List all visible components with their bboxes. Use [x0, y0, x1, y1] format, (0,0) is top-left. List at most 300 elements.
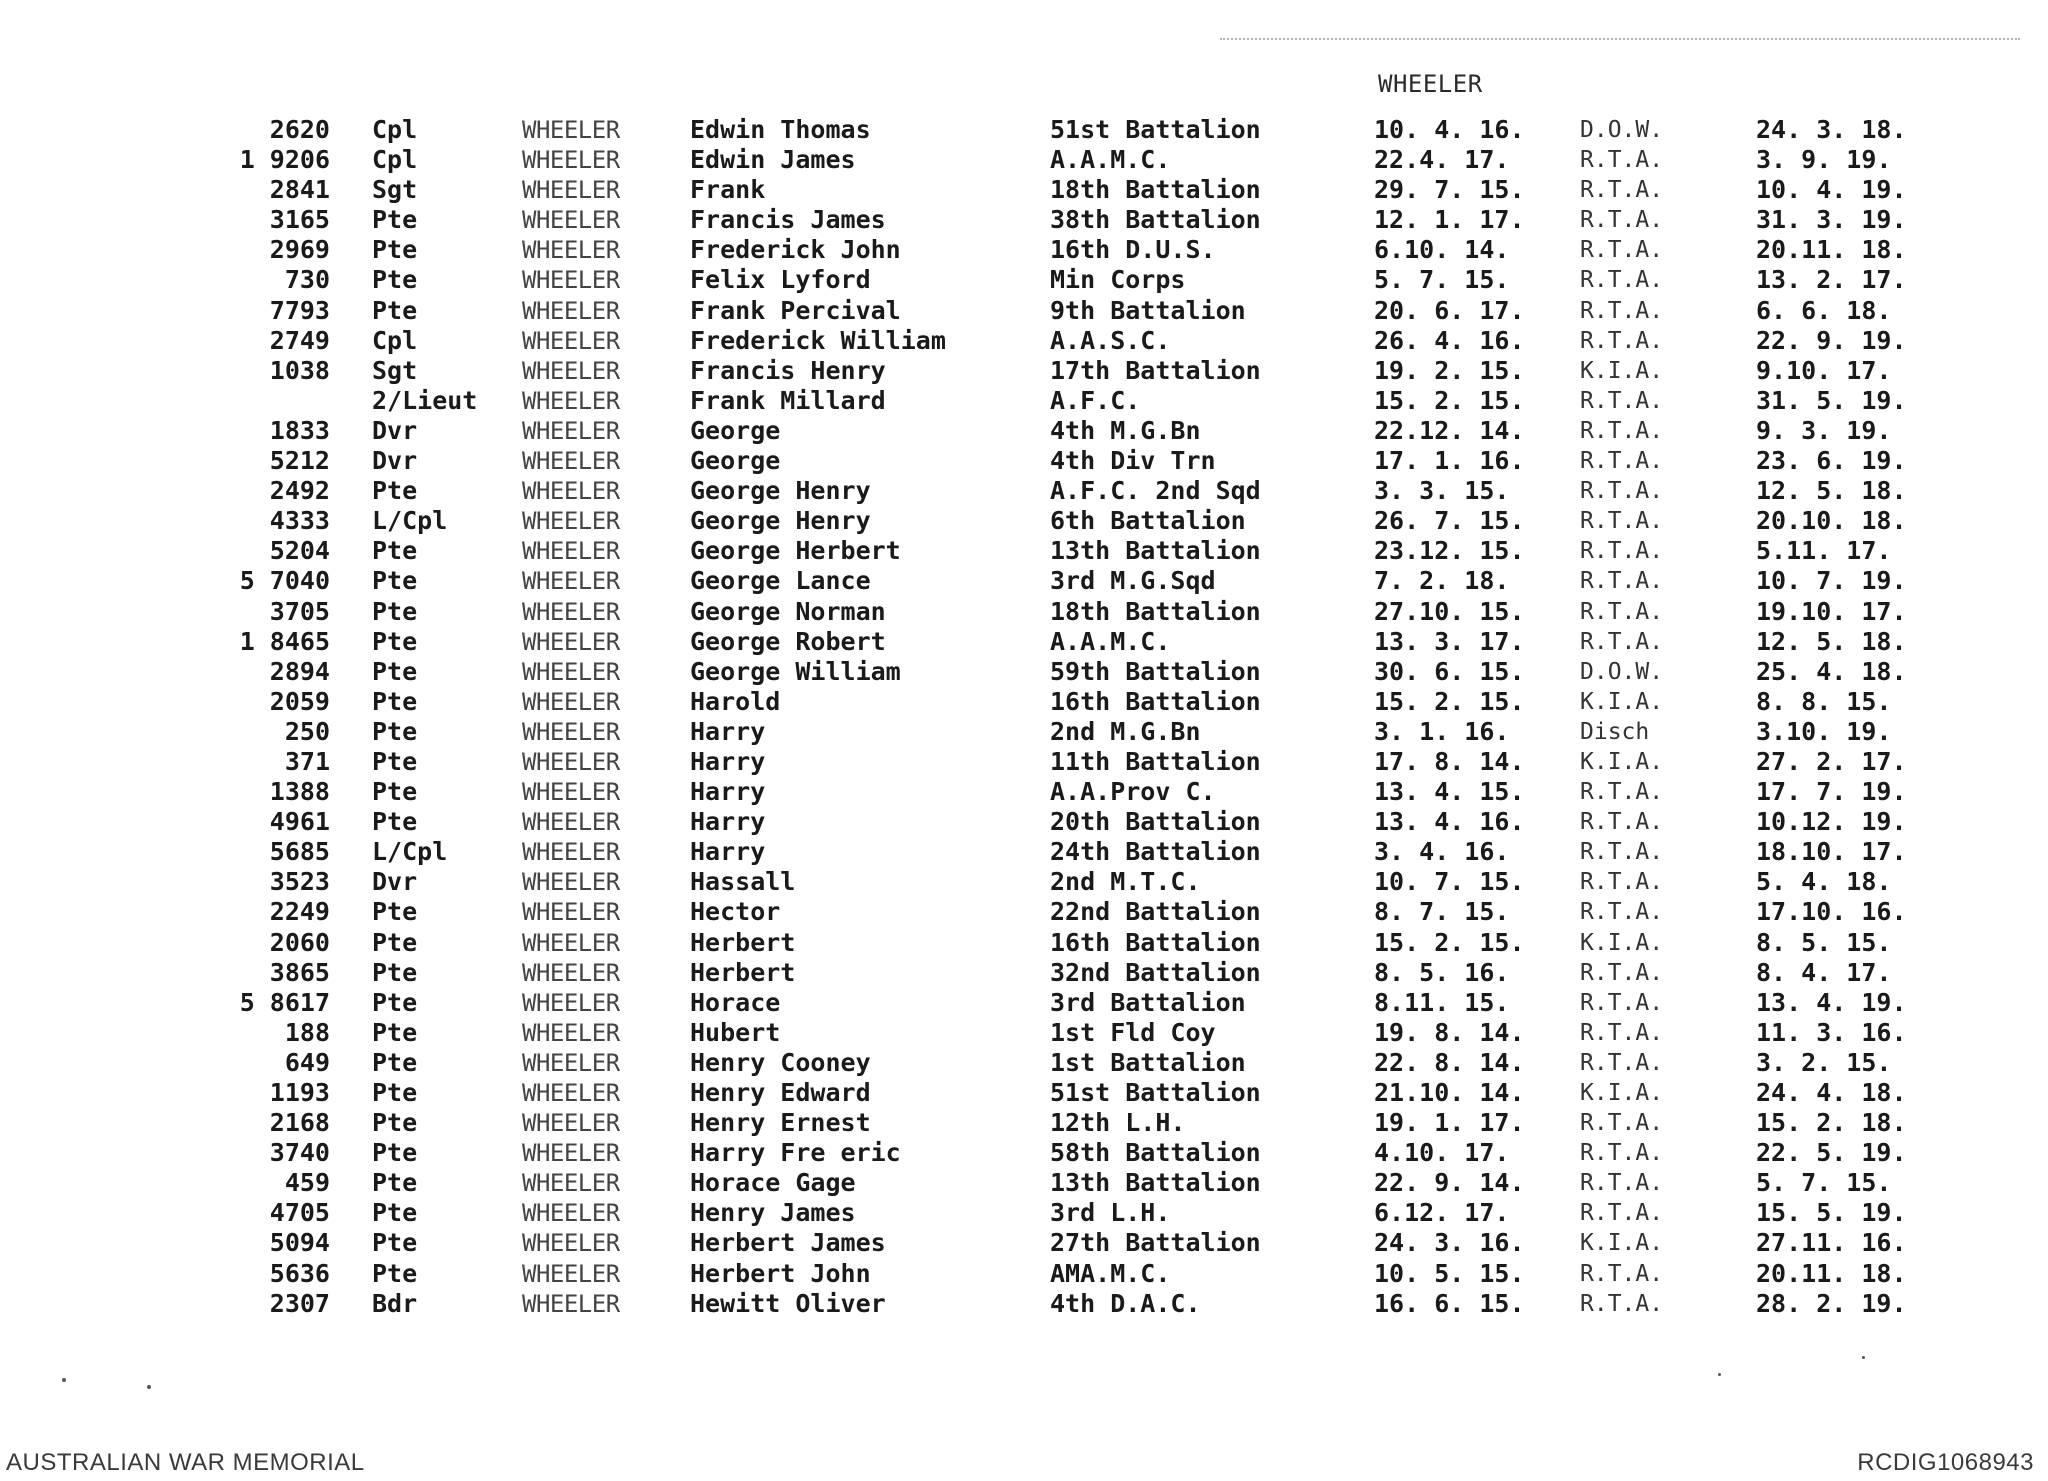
enlistment-date: 15. 2. 15. [1374, 686, 1525, 716]
enlistment-date: 22. 8. 14. [1374, 1047, 1525, 1077]
given-names: Henry Cooney [690, 1047, 871, 1077]
fate: R.T.A. [1580, 1290, 1664, 1317]
service-number: 2969 [269, 235, 330, 265]
service-number: 7793 [269, 295, 330, 325]
unit: 59th Battalion [1050, 656, 1261, 686]
unit: 51st Battalion [1050, 1078, 1261, 1107]
discharge-date: 5. 4. 18. [1756, 867, 1892, 897]
service-number: 1388 [269, 777, 330, 807]
enlistment-date: 19. 1. 17. [1374, 1108, 1525, 1138]
unit: 16th Battalion [1050, 686, 1261, 716]
unit: 4th M.G.Bn [1050, 415, 1201, 445]
fate: R.T.A. [1580, 1170, 1664, 1197]
given-names: Herbert [690, 957, 796, 987]
unit: 22nd Battalion [1050, 897, 1261, 927]
fate: R.T.A. [1580, 809, 1664, 836]
enlistment-date: 20. 6. 17. [1374, 295, 1525, 325]
discharge-date: 15. 5. 19. [1756, 1198, 1907, 1228]
surname: WHEELER [522, 988, 620, 1017]
enlistment-date: 13. 4. 15. [1374, 777, 1525, 807]
surname: WHEELER [522, 1259, 620, 1288]
paper-speck [1718, 1373, 1721, 1376]
fate: R.T.A. [1580, 538, 1664, 565]
table-row [0, 837, 2048, 867]
unit: 17th Battalion [1050, 355, 1261, 385]
fate: R.T.A. [1580, 1260, 1664, 1287]
table-row [0, 506, 2048, 536]
fate: K.I.A. [1580, 688, 1664, 715]
surname: WHEELER [522, 1048, 620, 1077]
unit: 16th D.U.S. [1050, 235, 1216, 265]
fate: R.T.A. [1580, 989, 1664, 1016]
rank: Pte [372, 1198, 418, 1228]
unit: 16th Battalion [1050, 927, 1261, 957]
discharge-date: 8. 5. 15. [1756, 927, 1892, 957]
discharge-date: 27.11. 16. [1756, 1228, 1907, 1258]
fate: R.T.A. [1580, 1110, 1664, 1137]
given-names: Harry [690, 716, 766, 746]
given-names: Horace [690, 987, 781, 1017]
surname: WHEELER [522, 778, 620, 807]
surname: WHEELER [522, 266, 620, 295]
unit: 4th Div Trn [1050, 446, 1216, 476]
service-number: 1833 [269, 415, 330, 445]
rank: Pte [372, 1078, 418, 1107]
unit: 12th L.H. [1050, 1108, 1186, 1138]
service-number: 188 [284, 1017, 330, 1047]
unit: 3rd L.H. [1050, 1198, 1171, 1228]
given-names: Horace Gage [690, 1168, 856, 1198]
rank: Pte [372, 716, 418, 746]
unit: 32nd Battalion [1050, 957, 1261, 987]
surname: WHEELER [522, 1018, 620, 1047]
fate: K.I.A. [1580, 357, 1664, 384]
surname: WHEELER [522, 868, 620, 897]
rank: L/Cpl [372, 506, 448, 536]
service-number: 2492 [269, 476, 330, 506]
given-names: Frederick John [690, 235, 901, 265]
given-names: Frank Percival [690, 295, 901, 325]
surname: WHEELER [522, 838, 620, 867]
surname: WHEELER [522, 1289, 620, 1318]
service-number: 2168 [269, 1108, 330, 1138]
table-row [0, 205, 2048, 235]
service-number: 5636 [269, 1258, 330, 1288]
service-number: 2620 [269, 115, 330, 144]
table-row [0, 1018, 2048, 1048]
enlistment-date: 26. 7. 15. [1374, 506, 1525, 536]
discharge-date: 5.11. 17. [1756, 536, 1892, 566]
service-number: 4961 [269, 807, 330, 837]
rank: Dvr [372, 867, 418, 897]
surname: WHEELER [522, 236, 620, 265]
discharge-date: 17. 7. 19. [1756, 777, 1907, 807]
surname: WHEELER [522, 1079, 620, 1107]
unit: 6th Battalion [1050, 506, 1246, 536]
unit: 4th D.A.C. [1050, 1288, 1201, 1318]
enlistment-date: 22. 9. 14. [1374, 1168, 1525, 1198]
fate: R.T.A. [1580, 1019, 1664, 1046]
rank: Pte [372, 235, 418, 265]
discharge-date: 31. 5. 19. [1756, 385, 1907, 415]
surname: WHEELER [522, 567, 620, 596]
table-row [0, 235, 2048, 265]
table-row [0, 597, 2048, 627]
table-row [0, 1198, 2048, 1228]
service-number: 2059 [269, 686, 330, 716]
given-names: Hubert [690, 1017, 781, 1047]
unit: A.A.S.C. [1050, 325, 1171, 355]
rank: Pte [372, 1138, 418, 1168]
service-number: 1 9206 [239, 145, 330, 175]
fate: R.T.A. [1580, 267, 1664, 294]
enlistment-date: 6.10. 14. [1374, 235, 1510, 265]
enlistment-date: 21.10. 14. [1374, 1078, 1525, 1107]
discharge-date: 8. 8. 15. [1756, 686, 1892, 716]
footer-institution: AUSTRALIAN WAR MEMORIAL [6, 1449, 365, 1476]
table-row [0, 958, 2048, 988]
discharge-date: 10. 4. 19. [1756, 175, 1907, 205]
discharge-date: 15. 2. 18. [1756, 1108, 1907, 1138]
fate: R.T.A. [1580, 628, 1664, 655]
rank: Sgt [372, 175, 418, 205]
enlistment-date: 22.4. 17. [1374, 145, 1510, 175]
service-number: 4705 [269, 1198, 330, 1228]
table-row [0, 747, 2048, 777]
fate: K.I.A. [1580, 748, 1664, 775]
table-row [0, 386, 2048, 416]
fate: R.T.A. [1580, 568, 1664, 595]
enlistment-date: 16. 6. 15. [1374, 1288, 1525, 1318]
discharge-date: 3.10. 19. [1756, 716, 1892, 746]
table-row [0, 566, 2048, 596]
service-number: 2249 [269, 897, 330, 927]
table-row [0, 1228, 2048, 1258]
unit: 18th Battalion [1050, 596, 1261, 626]
given-names: George [690, 415, 781, 445]
enlistment-date: 3. 3. 15. [1374, 476, 1510, 506]
unit: 11th Battalion [1050, 746, 1261, 776]
service-number: 3740 [269, 1138, 330, 1168]
table-row [0, 1078, 2048, 1108]
enlistment-date: 15. 2. 15. [1374, 927, 1525, 957]
enlistment-date: 10. 5. 15. [1374, 1258, 1525, 1288]
discharge-date: 10. 7. 19. [1756, 566, 1907, 596]
nominal-roll-table [0, 115, 2048, 1319]
table-row [0, 175, 2048, 205]
unit: Min Corps [1050, 265, 1186, 295]
given-names: Francis James [690, 205, 886, 235]
unit: 1st Fld Coy [1050, 1017, 1216, 1047]
fate: R.T.A. [1580, 237, 1664, 264]
table-row [0, 777, 2048, 807]
given-names: Edwin James [690, 145, 856, 175]
surname: WHEELER [522, 116, 620, 144]
surname: WHEELER [522, 687, 620, 716]
discharge-date: 20.10. 18. [1756, 506, 1907, 536]
service-number: 5094 [269, 1228, 330, 1258]
discharge-date: 3. 9. 19. [1756, 145, 1892, 175]
rank: 2/Lieut [372, 385, 478, 415]
discharge-date: 22. 5. 19. [1756, 1138, 1907, 1168]
table-row [0, 1138, 2048, 1168]
discharge-date: 10.12. 19. [1756, 807, 1907, 837]
rank: Pte [372, 777, 418, 807]
given-names: George [690, 446, 781, 476]
rank: Pte [372, 1258, 418, 1288]
given-names: George Lance [690, 566, 871, 596]
service-number: 4333 [269, 506, 330, 536]
given-names: Herbert [690, 927, 796, 957]
discharge-date: 9.10. 17. [1756, 355, 1892, 385]
surname: WHEELER [522, 958, 620, 987]
rank: Pte [372, 536, 418, 566]
rank: Pte [372, 1168, 418, 1198]
table-row [0, 897, 2048, 927]
unit: 3rd M.G.Sqd [1050, 566, 1216, 596]
header-rule [1220, 38, 2020, 40]
fate: R.T.A. [1580, 417, 1664, 444]
table-row [0, 476, 2048, 506]
unit: 13th Battalion [1050, 1168, 1261, 1198]
rank: Bdr [372, 1288, 418, 1318]
service-number: 2841 [269, 175, 330, 205]
rank: Pte [372, 1108, 418, 1138]
unit: A.A.M.C. [1050, 626, 1171, 656]
table-row [0, 657, 2048, 687]
rank: L/Cpl [372, 837, 448, 867]
fate: R.T.A. [1580, 147, 1664, 174]
table-row [0, 928, 2048, 958]
service-number: 459 [284, 1168, 330, 1198]
table-row [0, 536, 2048, 566]
service-number: 2307 [269, 1288, 330, 1318]
service-number: 2894 [269, 656, 330, 686]
fate: R.T.A. [1580, 598, 1664, 625]
table-row [0, 296, 2048, 326]
surname: WHEELER [522, 627, 620, 656]
unit: 2nd M.G.Bn [1050, 716, 1201, 746]
given-names: George Henry [690, 476, 871, 506]
fate: K.I.A. [1580, 1080, 1664, 1106]
service-number: 1193 [269, 1078, 330, 1107]
given-names: Edwin Thomas [690, 115, 871, 144]
fate: Disch [1580, 718, 1650, 745]
table-row [0, 627, 2048, 657]
discharge-date: 27. 2. 17. [1756, 746, 1907, 776]
fate: K.I.A. [1580, 1230, 1664, 1257]
service-number: 2060 [269, 927, 330, 957]
surname: WHEELER [522, 657, 620, 686]
surname: WHEELER [522, 447, 620, 476]
fate: D.O.W. [1580, 658, 1664, 685]
unit: 2nd M.T.C. [1050, 867, 1201, 897]
discharge-date: 24. 3. 18. [1756, 115, 1907, 144]
surname: WHEELER [522, 386, 620, 415]
rank: Pte [372, 807, 418, 837]
service-number: 3523 [269, 867, 330, 897]
enlistment-date: 17. 1. 16. [1374, 446, 1525, 476]
surname: WHEELER [522, 206, 620, 235]
service-number: 3165 [269, 205, 330, 235]
enlistment-date: 12. 1. 17. [1374, 205, 1525, 235]
discharge-date: 17.10. 16. [1756, 897, 1907, 927]
rank: Pte [372, 1017, 418, 1047]
table-row [0, 1259, 2048, 1289]
surname: WHEELER [522, 1229, 620, 1258]
discharge-date: 12. 5. 18. [1756, 626, 1907, 656]
service-number: 5212 [269, 446, 330, 476]
rank: Pte [372, 295, 418, 325]
unit: 38th Battalion [1050, 205, 1261, 235]
enlistment-date: 10. 4. 16. [1374, 115, 1525, 144]
given-names: George Herbert [690, 536, 901, 566]
rank: Pte [372, 626, 418, 656]
surname: WHEELER [522, 1109, 620, 1138]
enlistment-date: 4.10. 17. [1374, 1138, 1510, 1168]
given-names: Felix Lyford [690, 265, 871, 295]
service-number: 250 [284, 716, 330, 746]
discharge-date: 22. 9. 19. [1756, 325, 1907, 355]
discharge-date: 19.10. 17. [1756, 596, 1907, 626]
surname: WHEELER [522, 928, 620, 957]
given-names: George Henry [690, 506, 871, 536]
table-row [0, 446, 2048, 476]
surname: WHEELER [522, 176, 620, 205]
surname: WHEELER [522, 356, 620, 385]
discharge-date: 6. 6. 18. [1756, 295, 1892, 325]
fate: K.I.A. [1580, 929, 1664, 956]
service-number: 5685 [269, 837, 330, 867]
rank: Pte [372, 987, 418, 1017]
surname: WHEELER [522, 1139, 620, 1168]
fate: R.T.A. [1580, 959, 1664, 986]
service-number: 5 8617 [239, 987, 330, 1017]
rank: Pte [372, 476, 418, 506]
service-number: 649 [284, 1047, 330, 1077]
discharge-date: 24. 4. 18. [1756, 1078, 1907, 1107]
unit: 3rd Battalion [1050, 987, 1246, 1017]
service-number: 2749 [269, 325, 330, 355]
rank: Cpl [372, 115, 418, 144]
table-row [0, 145, 2048, 175]
fate: R.T.A. [1580, 327, 1664, 354]
rank: Pte [372, 656, 418, 686]
surname: WHEELER [522, 537, 620, 566]
footer-reference: RCDIG1068943 [1857, 1449, 2034, 1476]
enlistment-date: 3. 1. 16. [1374, 716, 1510, 746]
rank: Pte [372, 566, 418, 596]
table-row [0, 988, 2048, 1018]
enlistment-date: 13. 4. 16. [1374, 807, 1525, 837]
service-number: 3705 [269, 596, 330, 626]
enlistment-date: 19. 8. 14. [1374, 1017, 1525, 1047]
given-names: Frederick William [690, 325, 946, 355]
rank: Cpl [372, 325, 418, 355]
discharge-date: 31. 3. 19. [1756, 205, 1907, 235]
rank: Pte [372, 686, 418, 716]
rank: Pte [372, 265, 418, 295]
surname: WHEELER [522, 1169, 620, 1198]
surname: WHEELER [522, 898, 620, 927]
unit: 58th Battalion [1050, 1138, 1261, 1168]
fate: R.T.A. [1580, 297, 1664, 324]
table-row [0, 1168, 2048, 1198]
unit: 9th Battalion [1050, 295, 1246, 325]
fate: R.T.A. [1580, 177, 1664, 204]
service-number: 5204 [269, 536, 330, 566]
unit: A.A.Prov C. [1050, 777, 1216, 807]
given-names: Francis Henry [690, 355, 886, 385]
rank: Pte [372, 897, 418, 927]
given-names: Hewitt Oliver [690, 1288, 886, 1318]
fate: R.T.A. [1580, 1140, 1664, 1167]
given-names: Harry Fre eric [690, 1138, 901, 1168]
given-names: Hector [690, 897, 781, 927]
surname: WHEELER [522, 717, 620, 746]
table-row [0, 867, 2048, 897]
surname: WHEELER [522, 747, 620, 776]
rank: Pte [372, 205, 418, 235]
enlistment-date: 8. 5. 16. [1374, 957, 1510, 987]
enlistment-date: 7. 2. 18. [1374, 566, 1510, 596]
table-row [0, 687, 2048, 717]
unit: 27th Battalion [1050, 1228, 1261, 1258]
discharge-date: 28. 2. 19. [1756, 1288, 1907, 1318]
given-names: Harry [690, 777, 766, 807]
rank: Dvr [372, 415, 418, 445]
fate: R.T.A. [1580, 869, 1664, 896]
table-row [0, 1289, 2048, 1319]
table-row [0, 326, 2048, 356]
table-row [0, 356, 2048, 386]
service-number: 371 [284, 746, 330, 776]
paper-speck [147, 1385, 151, 1389]
discharge-date: 12. 5. 18. [1756, 476, 1907, 506]
rank: Pte [372, 596, 418, 626]
fate: R.T.A. [1580, 387, 1664, 414]
given-names: Herbert James [690, 1228, 886, 1258]
table-row [0, 807, 2048, 837]
fate: R.T.A. [1580, 1049, 1664, 1076]
rank: Pte [372, 1047, 418, 1077]
given-names: Henry Ernest [690, 1108, 871, 1138]
given-names: Herbert John [690, 1258, 871, 1288]
paper-speck [1862, 1356, 1865, 1359]
discharge-date: 25. 4. 18. [1756, 656, 1907, 686]
table-row [0, 1048, 2048, 1078]
enlistment-date: 10. 7. 15. [1374, 867, 1525, 897]
table-row [0, 416, 2048, 446]
enlistment-date: 19. 2. 15. [1374, 355, 1525, 385]
discharge-date: 20.11. 18. [1756, 235, 1907, 265]
surname: WHEELER [522, 296, 620, 325]
enlistment-date: 23.12. 15. [1374, 536, 1525, 566]
given-names: Harry [690, 746, 766, 776]
unit: A.F.C. 2nd Sqd [1050, 476, 1261, 506]
given-names: Henry Edward [690, 1078, 871, 1107]
discharge-date: 8. 4. 17. [1756, 957, 1892, 987]
given-names: George William [690, 656, 901, 686]
enlistment-date: 6.12. 17. [1374, 1198, 1510, 1228]
rank: Cpl [372, 145, 418, 175]
enlistment-date: 8.11. 15. [1374, 987, 1510, 1017]
enlistment-date: 27.10. 15. [1374, 596, 1525, 626]
discharge-date: 20.11. 18. [1756, 1258, 1907, 1288]
fate: R.T.A. [1580, 779, 1664, 806]
enlistment-date: 29. 7. 15. [1374, 175, 1525, 205]
surname: WHEELER [522, 507, 620, 536]
